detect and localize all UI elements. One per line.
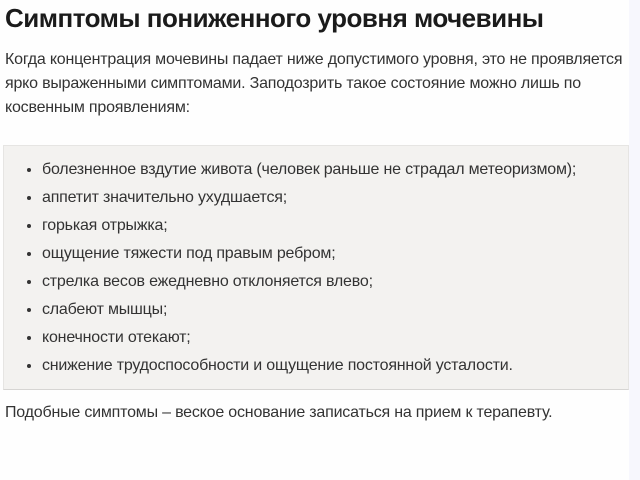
symptom-list-item: • снижение трудоспособности и ощущение постоянной усталости. xyxy=(42,355,618,377)
symptom-list-item: • болезненное вздутие живота (человек раньше не страдал метеоризмом); xyxy=(42,159,618,181)
intro-paragraph: Когда концентрация мочевины падает ниже допустимого уровня, это не проявляется ярко выраженными симптомами. Заподозрить такое состояние можно лишь по косвенным проявлениям: xyxy=(5,51,623,116)
symptoms-list xyxy=(14,159,618,377)
symptom-list-item: • слабеют мышцы; xyxy=(42,299,618,321)
symptom-list-item: • конечности отекают; xyxy=(42,327,618,349)
page-title: Симптомы пониженного уровня мочевины xyxy=(5,3,544,33)
symptoms-box xyxy=(3,145,629,390)
symptom-list-item: • аппетит значительно ухудшается; xyxy=(42,187,618,209)
symptom-list-item: • ощущение тяжести под правым ребром; xyxy=(42,243,618,265)
outro-paragraph: Подобные симптомы – веское основание записаться на прием к терапевту. xyxy=(5,404,553,421)
symptom-list-item: • стрелка весов ежедневно отклоняется влево; xyxy=(42,271,618,293)
symptom-list-item: • горькая отрыжка; xyxy=(42,215,618,237)
